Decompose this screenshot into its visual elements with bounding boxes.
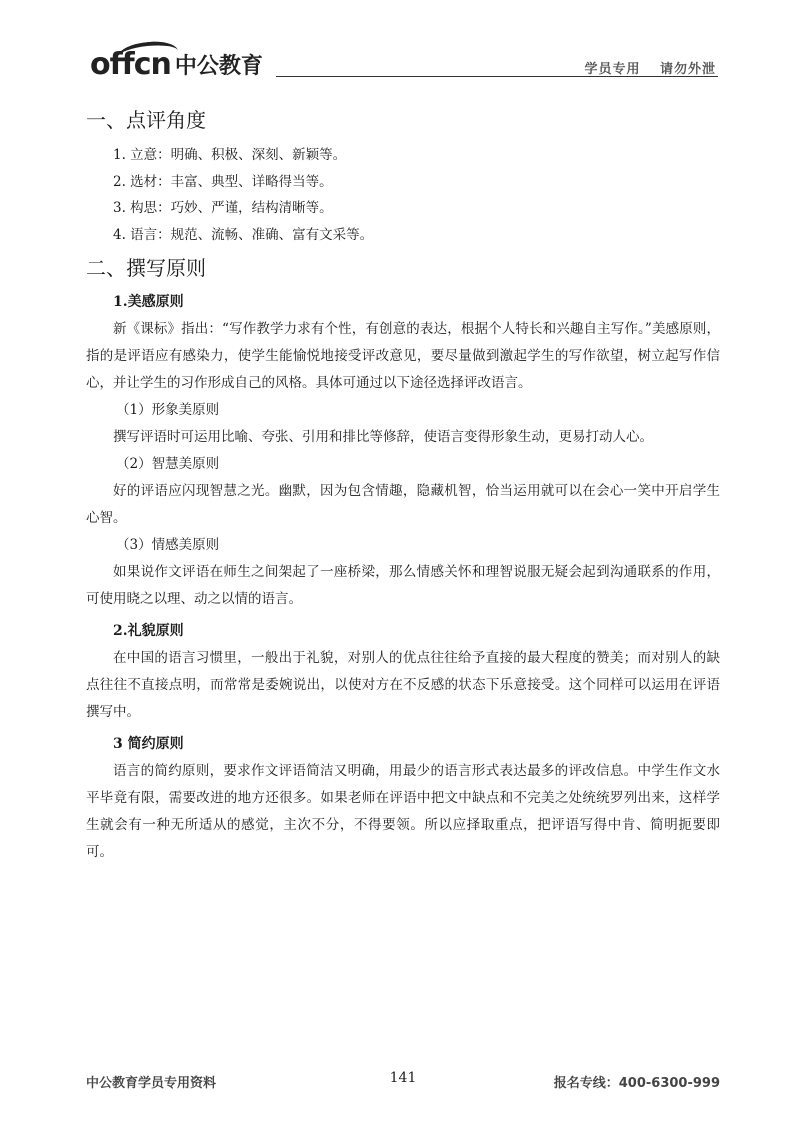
principle-heading-politeness: 2.礼貌原则 [113,623,184,639]
header-tag-confidential: 请勿外泄 [659,62,716,77]
list-item: 3. 构思：巧妙、严谨，结构清晰等。 [113,200,333,216]
document-body [86,104,720,866]
list-item: 4. 语言：规范、流畅、准确、富有文采等。 [113,226,374,243]
header-tag-student: 学员专用 [584,62,641,77]
principle-heading-aesthetic: 1.美感原则 [113,294,184,310]
footer-label: 中公教育学员专用资料 [86,1076,217,1091]
list-item: 1. 立意：明确、积极、深刻、新颖等。 [113,147,347,163]
sub-text-image: 撰写评语时可运用比喻、夸张、引用和排比等修辞，使语言变得形象生动，更易打动人心。 [113,429,653,445]
header-tags [584,58,716,77]
section-title-1: 一、点评角度 [86,108,206,132]
list-item: 2. 选材：丰富、典型、详略得当等。 [113,173,333,190]
sub-heading-wisdom: （2）智慧美原则 [116,456,220,472]
sub-heading-image: （1）形象美原则 [116,402,220,418]
section-title-2: 二、撰写原则 [86,256,206,280]
page-number: 141 [389,1070,417,1086]
logo-cn-text: 中公教育 [174,54,263,79]
sub-text-emotion: 如果说作文评语在师生之间架起了一座桥梁，那么情感关怀和理智说服无疑会起到沟通联系的作用，可使用晓之以理、动之以情的语言。 [86,564,720,607]
sub-heading-emotion: （3）情感美原则 [116,537,220,553]
page-footer [86,1068,720,1092]
offcn-logo [90,38,263,82]
principle-aesthetic-intro: 新《课标》指出：“写作教学力求有个性，有创意的表达，根据个人特长和兴趣自主写作。”美感原则，指的是评语应有感染力，使学生能愉悦地接受评改意见，要尽量做到激起学生的写作欲望，树立起写作信心，并让学生的习作形成自己的风格。具体可通过以下途径选择评改语言。 [86,321,720,391]
page-header [86,34,718,84]
sub-text-wisdom: 好的评语应闪现智慧之光。幽默，因为包含情趣，隐藏机智，恰当运用就可以在会心一笑中开启学生心智。 [86,483,720,526]
logo-mark [90,48,171,82]
criteria-list [86,142,720,248]
footer-hotline: 报名专线：400-6300-999 [553,1076,720,1091]
logo-text: offcn [90,47,171,82]
principle-heading-concise: 3 简约原则 [113,736,184,752]
principle-politeness-text: 在中国的语言习惯里，一般出于礼貌，对别人的优点往往给予直接的最大程度的赞美；而对别人的缺点往往不直接点明，而常常是委婉说出，以使对方在不反感的状态下乐意接受。这个同样可以运用在评语撰写中。 [86,650,720,720]
principle-concise-text: 语言的简约原则，要求作文评语简洁又明确，用最少的语言形式表达最多的评改信息。中学生作文水平毕竟有限，需要改进的地方还很多。如果老师在评语中把文中缺点和不完美之处统统罗列出来，这样学生就会有一种无所适从的感觉，主次不分，不得要领。所以应择取重点，把评语写得中肯、简明扼要即可。 [86,763,720,860]
